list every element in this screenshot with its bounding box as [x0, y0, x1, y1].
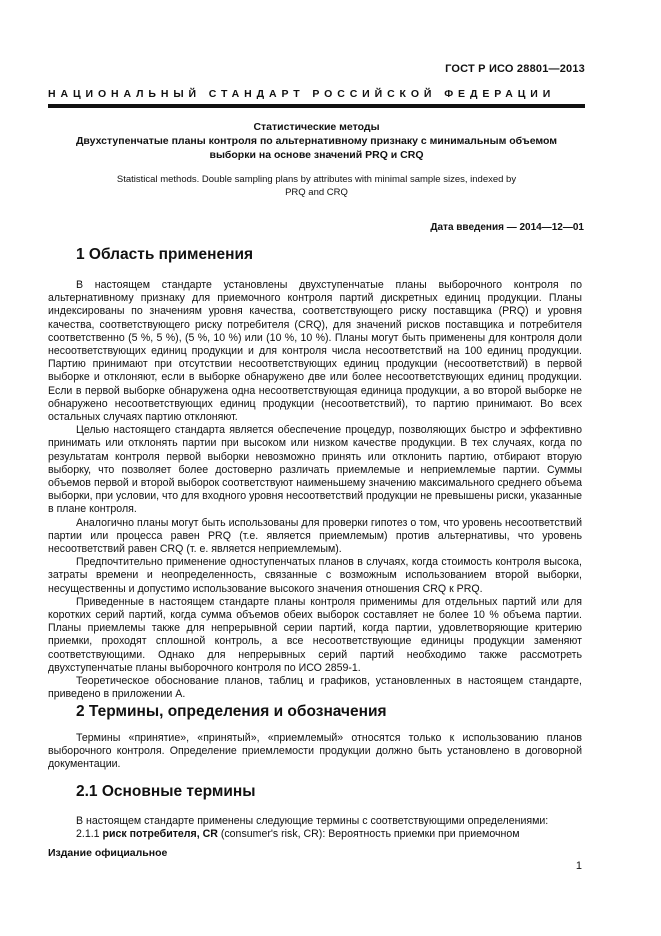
section-2-1-heading: 2.1 Основные термины [76, 783, 256, 800]
section-2-1-body [48, 815, 582, 841]
page-number: 1 [575, 860, 582, 872]
english-title [48, 173, 585, 199]
term-definition: (consumer's risk, CR): Вероятность приемки при приемочном [220, 828, 520, 841]
section-1-body [48, 279, 582, 702]
national-standard-banner: НАЦИОНАЛЬНЫЙ СТАНДАРТ РОССИЙСКОЙ ФЕДЕРАЦИИ [48, 88, 556, 100]
english-title-line-1: Statistical methods. Double sampling plans by attributes with minimal sample sizes, indexed by [116, 174, 517, 185]
section-1-paragraph: Предпочтительно применение одноступенчатых планов в случаях, когда стоимость контроля высока, затраты времени и неопределенность, связанные с возможным использованием второй выборки, несущественны и допустимо использование высокого значения отношения CRQ к PRQ. [48, 556, 582, 595]
english-title-line-2: PRQ and CRQ [285, 187, 348, 198]
section-2-heading: 2 Термины, определения и обозначения [76, 703, 387, 720]
standard-number: ГОСТ Р ИСО 28801—2013 [445, 63, 585, 75]
title-line-1: Статистические методы [253, 121, 380, 133]
term-2-1-1 [48, 828, 582, 841]
section-1-paragraph: Аналогично планы могут быть использованы для проверки гипотез о том, что уровень несоответствий партии или процесса равен PRQ (т.е. является приемлемым) против альтернативы, что уровень несоответствий равен CRQ (т. е. является неприемлемым). [48, 516, 582, 556]
title-line-2: Двухступенчатые планы контроля по альтернативному признаку с минимальным объемом [75, 134, 558, 147]
section-2-paragraph: Термины «принятие», «принятый», «приемлемый» относятся только к использованию планов выборочного контроля. Определение приемлемости продукции должно быть установлено в договорной документации. [48, 732, 582, 771]
section-2-1-paragraph: В настоящем стандарте применены следующие термины с соответствующими определениями: [76, 815, 549, 827]
official-edition-label: Издание официальное [48, 847, 168, 859]
section-2-body [48, 732, 582, 772]
introduction-date: Дата введения — 2014—12—01 [430, 222, 584, 233]
section-1-paragraph: Целью настоящего стандарта является обеспечение процедур, позволяющих быстро и эффективно принимать или отклонять партии при высоком или низком качестве продукции. В тех случаях, когда по результатам контроля первой выборки невозможно принять или отклонить партию, отбирают вторую выборку, что позволяет более достоверно различать приемлемые и неприемлемые партии. Суммы объемов первой и второй выборок соответствуют наименьшему значению максимального среднего объема выборки, при условии, что для входного уровня несоответствий продукции не превышены риски, указанные в плане контроля. [48, 424, 582, 516]
header-rule [48, 104, 585, 108]
document-title [48, 121, 585, 162]
section-1-heading: 1 Область применения [76, 246, 254, 263]
section-1-paragraph: Приведенные в настоящем стандарте планы контроля применимы для отдельных партий или для коротких серий партий, когда сумма объемов обеих выборок составляет не более 10 % объема партии. Планы приемлемы также для непрерывной серии партий, когда партии, удовлетворяющие критерию приемки, проходят сплошной контроль, а все несоответствующие единицы продукции заменяют соответствующими. Однако для непрерывных серий партий необходимо также рассмотреть двухступенчатые планы выборочного контроля по ИСО 2859-1. [48, 595, 582, 674]
section-1-paragraph: В настоящем стандарте установлены двухступенчатые планы выборочного контроля по альтернативному признаку для приемочного контроля партий дискретных единиц продукции. Планы индексированы по значениям уровня качества, соответствующего риску поставщика (PRQ) и уровня качества, соответствующего риску потребителя (CRQ), для значений рисков поставщика и потребителя соответственно (5 %, 5 %), (5 %, 10 %) или (10 %, 10 %). Планы могут быть применены для контроля доли несоответствующих единиц продукции и для контроля числа несоответствий на 100 единиц продукции. Партию принимают при отсутствии несоответствующих единиц продукции (несоответствий) в первой выборке и отклоняют, если в выборке обнаружено две или более несоответствующих единиц продукции. Если в первой выборке обнаружена одна несоответствующая единица продукции, а во второй выборке не обнаружено несоответствующих единиц продукции (несоответствий), то партию принимают. Во всех остальных случаях партию отклоняют. [48, 279, 582, 424]
term-name: риск потребителя, CR [102, 828, 218, 841]
term-number: 2.1.1 [76, 828, 100, 841]
title-line-3: выборки на основе значений PRQ и CRQ [209, 148, 424, 161]
section-1-paragraph: Теоретическое обоснование планов, таблиц и графиков, установленных в настоящем стандарте, приведено в приложении А. [48, 675, 582, 701]
